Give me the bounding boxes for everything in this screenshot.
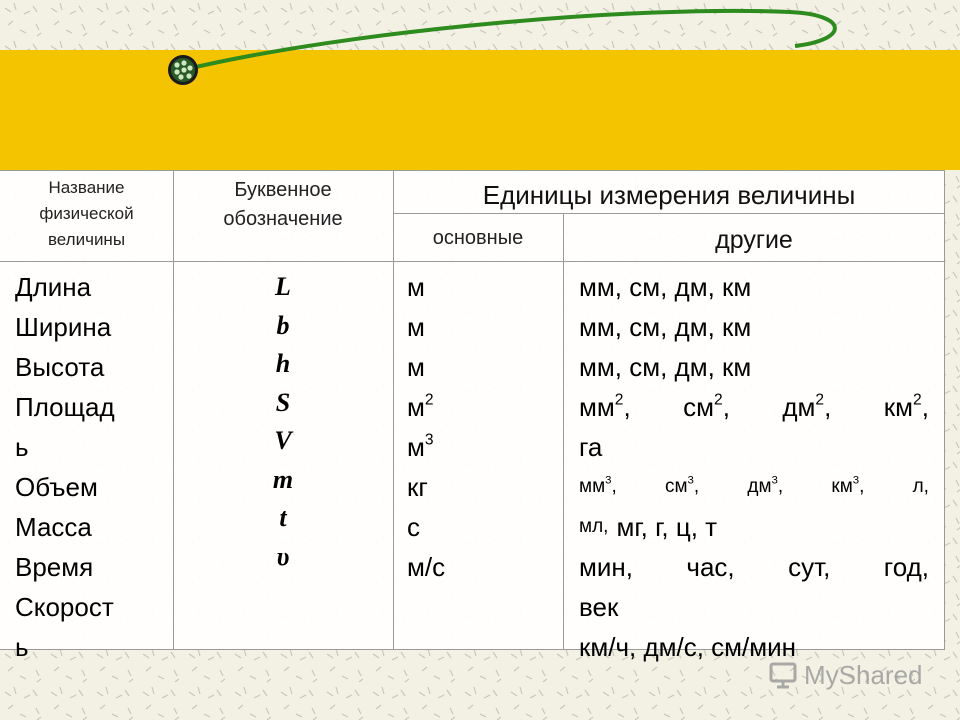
quantity-name: Ширина (15, 312, 112, 342)
quantity-name: Длина (15, 272, 92, 302)
basic-unit: м/с (407, 552, 446, 582)
grid-line (563, 213, 564, 650)
symbol: V (274, 426, 292, 455)
grid-line (0, 261, 945, 262)
basic-unit: м (407, 272, 425, 302)
header-basic-units: основные (432, 227, 524, 249)
basic-unit: м (407, 312, 425, 342)
basic-unit: кг (407, 472, 428, 502)
units-table (0, 170, 945, 662)
symbol: t (279, 503, 287, 532)
quantity-names (15, 267, 170, 667)
presentation-icon (768, 660, 798, 690)
quantity-name: ь (15, 432, 29, 462)
atom-icon (168, 55, 198, 85)
header-quantity-name (0, 175, 173, 253)
letter-symbols (173, 268, 393, 576)
symbol: L (275, 272, 291, 301)
other-units-line: $мм^3$, $см^3$, $дм^3$, $км^3$, л, (579, 474, 929, 497)
symbol: m (272, 464, 294, 494)
grid-line (393, 213, 945, 214)
header-line: величины (47, 230, 126, 249)
header-line: Буквенное (234, 179, 332, 201)
other-units-line: мм, см, дм, км (579, 272, 752, 302)
header-units-title: Единицы измерения величины (482, 180, 856, 210)
other-units-line: мм, см, дм, км (579, 312, 752, 342)
symbol: b (276, 310, 290, 340)
header-line: Название (48, 178, 125, 197)
header-line: физической (39, 204, 134, 223)
header-letter-symbol (173, 176, 393, 234)
other-units-line: век (579, 592, 619, 622)
quantity-name: Время (15, 552, 94, 582)
quantity-name: Скорост (15, 592, 114, 622)
quantity-name: Объем (15, 472, 98, 502)
quantity-name: Масса (15, 512, 92, 542)
basic-unit: $м^2$ (407, 391, 434, 422)
other-units-line: км/ч, дм/с, см/мин (579, 632, 797, 662)
orbit-decoration (0, 0, 960, 120)
other-units-line: мин, час, сут, год, (579, 552, 929, 582)
watermark (768, 655, 938, 695)
basic-unit: $м^3$ (407, 431, 434, 462)
basic-units (407, 267, 557, 587)
basic-unit: м (407, 352, 425, 382)
header-other-units: другие (715, 226, 793, 254)
other-units-line: га (579, 432, 603, 462)
quantity-name: Высота (15, 352, 105, 382)
symbol: S (275, 387, 291, 417)
other-units-line: $мм^2$, $см^2$, $дм^2$, $км^2$, (579, 391, 929, 422)
header-line: обозначение (223, 208, 343, 230)
quantity-name: ь (15, 632, 29, 662)
grid-line (0, 170, 945, 171)
other-units-line: мм, см, дм, км (579, 352, 752, 382)
symbol: υ (276, 541, 290, 571)
basic-unit: с (407, 512, 420, 542)
watermark-text: MyShared (804, 659, 923, 690)
symbol: h (275, 349, 291, 378)
other-units-line: мл, мг, г, ц, т (579, 512, 718, 542)
other-units (579, 267, 929, 667)
quantity-name: Площад (15, 392, 115, 422)
